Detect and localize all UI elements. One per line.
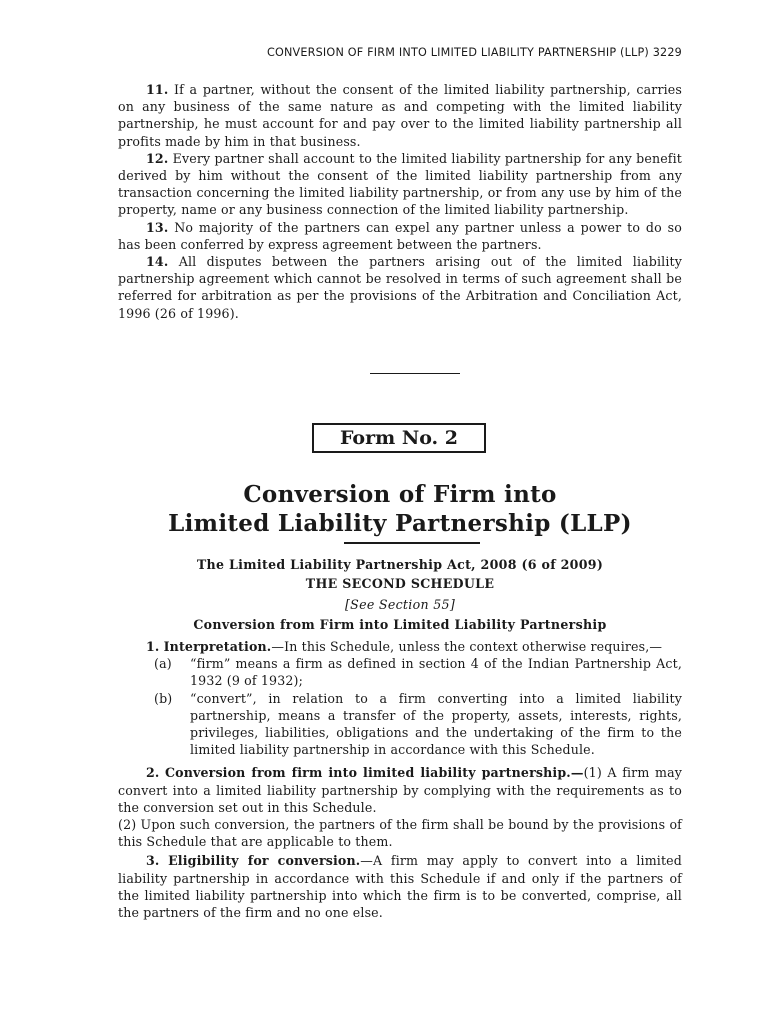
schedule-heading: THE SECOND SCHEDULE	[305, 576, 495, 591]
clause-text: “firm” means a firm as defined in section 4 of the Indian Partnership Act, 1932 (9 of 1932);	[190, 656, 682, 689]
rule-text: Every partner shall account to the limited liability partnership for any benefit derived by him without the consent of the limited liability partnership from any transaction concerning the limited liability partnership, or from any use by him of the property, name or any business connection of the limited liability partnership.	[118, 150, 683, 218]
schedule-body	[118, 638, 682, 921]
rule-number: 14.	[146, 254, 169, 270]
title-line-2: Limited Liability Partnership (LLP)	[168, 510, 632, 537]
clause-label: (b)	[154, 690, 173, 706]
rule-number: 12.	[146, 150, 169, 166]
rule-number: 11.	[146, 82, 169, 97]
clause-a	[118, 655, 682, 689]
section-1-intro	[118, 638, 682, 655]
clause-b	[118, 690, 682, 759]
section-heading: Interpretation.	[163, 639, 272, 654]
clause-label: (a)	[154, 656, 172, 672]
conversion-heading: Conversion from Firm into Limited Liability Partnership	[193, 617, 607, 632]
title-line-1: Conversion of Firm into	[243, 481, 557, 508]
document-title	[118, 480, 682, 538]
form-number-box: Form No. 2	[312, 423, 486, 453]
section-2-sub: (2) Upon such conversion, the partners of the firm shall be bound by the provisions of this Schedule that are applicable to them.	[118, 817, 682, 850]
act-citation: The Limited Liability Partnership Act, 2008 (6 of 2009)	[196, 557, 604, 572]
clause-text: “convert”, in relation to a firm converting into a limited liability partnership, means a transfer of the property, assets, interests, rights, privileges, liabilities, obligations and the undertaking of the firm to the limited liability partnership in accordance with this Schedule.	[190, 690, 682, 758]
rule-13	[118, 219, 682, 253]
rule-text: No majority of the partners can expel any partner unless a power to do so has been conferred by express agreement between the partners.	[118, 219, 682, 252]
rules-list	[118, 81, 682, 322]
rule-number: 13.	[146, 219, 169, 235]
section-2	[118, 764, 682, 816]
section-text: (1) A firm may convert into a limited liability partnership by complying with the requirements as to the conversion set out in this Schedule.	[118, 765, 682, 815]
section-number: 2.	[146, 765, 160, 781]
rule-text: If a partner, without the consent of the limited liability partnership, carries on any business of the same nature as and competing with the limited liability partnership, he must account for and pay over to the limited liability partnership all profits made by him in that business.	[118, 82, 683, 149]
running-header: CONVERSION OF FIRM INTO LIMITED LIABILITY PARTNERSHIP (LLP) 3229	[266, 46, 682, 59]
section-text: —A firm may apply to convert into a limited liability partnership in accordance with this Schedule if and only if the partners of the limited liability partnership into which the firm is to be converted, comprise, all the partners of the firm and no one else.	[118, 853, 682, 921]
section-text: —In this Schedule, unless the context otherwise requires,—	[271, 639, 663, 654]
rule-text: All disputes between the partners arising out of the limited liability partnership agreement which cannot be resolved in terms of such agreement shall be referred for arbitration as per the provisions of the Arbitration and Conciliation Act, 1996 (26 of 1996).	[118, 254, 682, 321]
section-reference: [See Section 55]	[344, 597, 456, 612]
section-separator	[370, 373, 460, 374]
section-number: 3.	[146, 853, 160, 869]
section-heading: Eligibility for conversion.	[168, 853, 361, 869]
rule-12	[118, 150, 682, 219]
section-heading: Conversion from firm into limited liability partnership.—	[165, 765, 584, 781]
rule-14	[118, 253, 682, 322]
title-underline	[344, 542, 480, 544]
section-number: 1.	[146, 639, 160, 654]
rule-11	[118, 81, 682, 150]
section-3	[118, 852, 682, 921]
